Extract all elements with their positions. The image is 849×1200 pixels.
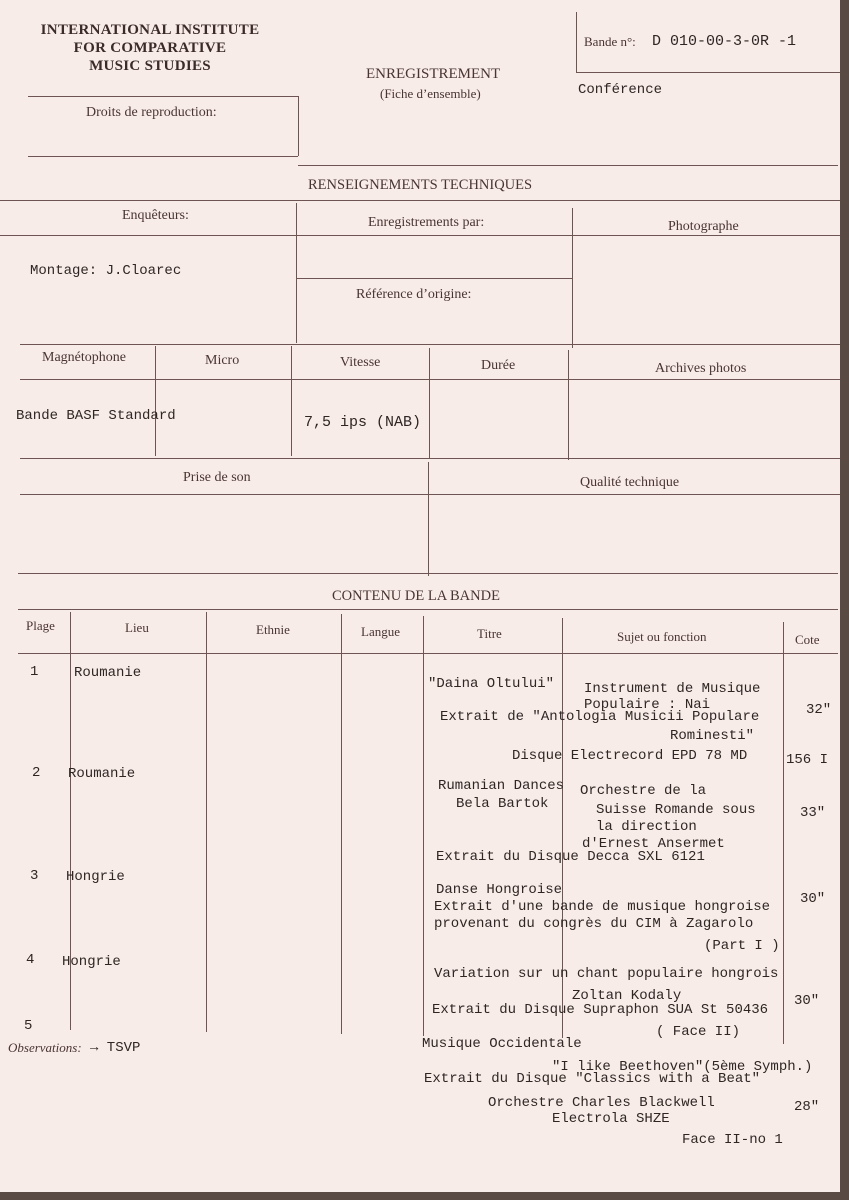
- entry-1-line: Populaire : Nai: [584, 697, 711, 713]
- bande-type-value: Bande BASF Standard: [16, 408, 176, 424]
- entry-1-line: Disque Electrecord EPD 78 MD: [512, 748, 748, 764]
- observations-value: → TSVP: [90, 1040, 141, 1056]
- entry-3-line: provenant du congrès du CIM à Zagarolo: [434, 916, 754, 932]
- entry-4-line: ( Face II): [656, 1024, 741, 1040]
- contents-heading: CONTENU DE LA BANDE: [332, 588, 500, 604]
- entry-4-line: Extrait du Disque Supraphon SUA St 50436: [432, 1002, 769, 1018]
- col-langue: Langue: [361, 624, 400, 639]
- institute-line-3: MUSIC STUDIES: [89, 58, 211, 74]
- entry-2-line: la direction: [596, 819, 697, 835]
- entry-2-line: Rumanian Dances: [438, 778, 565, 794]
- entry-5-plage: 5: [24, 1018, 33, 1034]
- institute-line-2: FOR COMPARATIVE: [73, 40, 227, 56]
- entry-1-line: Instrument de Musique: [584, 681, 761, 697]
- qualite-label: Qualité technique: [580, 475, 680, 490]
- bande-label: Bande n°:: [584, 34, 636, 49]
- entry-5-line: Face II-no 1: [682, 1132, 783, 1148]
- entry-2-line: Orchestre de la: [580, 783, 707, 799]
- entry-3-line: (Part I ): [704, 938, 780, 954]
- entry-2-lieu: Roumanie: [68, 766, 136, 782]
- col-plage: Plage: [26, 618, 55, 633]
- montage-value: Montage: J.Cloarec: [30, 263, 182, 279]
- entry-4-line: Variation sur un chant populaire hongrois: [434, 966, 779, 982]
- form-title: ENREGISTREMENT: [366, 66, 501, 82]
- entry-4-line: Zoltan Kodaly: [572, 988, 682, 1004]
- entry-3-lieu: Hongrie: [66, 869, 125, 885]
- entry-2-line: Extrait du Disque Decca SXL 6121: [436, 849, 705, 865]
- entry-2-line: Bela Bartok: [456, 796, 549, 812]
- vitesse-label: Vitesse: [340, 355, 381, 370]
- archives-label: Archives photos: [655, 361, 747, 376]
- photographe-label: Photographe: [668, 219, 739, 234]
- entry-3-line: Extrait d'une bande de musique hongroise: [434, 899, 771, 915]
- entry-1-line: "Daina Oltului": [428, 676, 555, 692]
- entry-3-line: Danse Hongroise: [436, 882, 563, 898]
- entry-5-line: Electrola SHZE: [552, 1111, 670, 1127]
- entry-1-cote: 156 I: [786, 752, 829, 768]
- entry-2-plage: 2: [32, 765, 41, 781]
- entry-2-line: d'Ernest Ansermet: [582, 836, 725, 852]
- enregistrements-label: Enregistrements par:: [368, 215, 485, 230]
- institute-line-1: INTERNATIONAL INSTITUTE: [40, 22, 260, 38]
- technical-heading: RENSEIGNEMENTS TECHNIQUES: [308, 177, 533, 193]
- entry-1-plage: 1: [30, 664, 39, 680]
- entry-1-cote: 32": [806, 702, 832, 718]
- col-ethnie: Ethnie: [256, 622, 290, 637]
- droits-label: Droits de reproduction:: [86, 105, 217, 120]
- entry-5-cote: 28": [794, 1099, 820, 1115]
- bande-number: D 010-00-3-0R -1: [652, 33, 797, 50]
- enqueteurs-label: Enquêteurs:: [122, 208, 189, 223]
- entry-3-plage: 3: [30, 868, 39, 884]
- entry-4-cote: 30": [794, 993, 820, 1009]
- entry-1-lieu: Roumanie: [74, 665, 142, 681]
- entry-1-line: Rominesti": [670, 728, 755, 744]
- entry-3-cote: 30": [800, 891, 826, 907]
- entry-5-line: Musique Occidentale: [422, 1036, 582, 1052]
- col-lieu: Lieu: [125, 620, 149, 635]
- reference-label: Référence d’origine:: [356, 287, 472, 302]
- micro-label: Micro: [205, 353, 240, 368]
- vitesse-value: 7,5 ips (NAB): [304, 414, 422, 431]
- col-cote: Cote: [795, 632, 820, 647]
- category-value: Conférence: [578, 82, 663, 98]
- duree-label: Durée: [481, 358, 516, 373]
- prise-label: Prise de son: [183, 470, 251, 485]
- form-subtitle: (Fiche d’ensemble): [380, 86, 481, 101]
- magnetophone-label: Magnétophone: [42, 350, 126, 365]
- entry-5-line: "I like Beethoven"(5ème Symph.): [552, 1059, 813, 1075]
- entry-2-cote: 33": [800, 805, 826, 821]
- entry-2-line: Suisse Romande sous: [596, 802, 756, 818]
- col-sujet: Sujet ou fonction: [617, 629, 707, 644]
- entry-5-line: Extrait du Disque "Classics with a Beat": [424, 1071, 761, 1087]
- entry-4-lieu: Hongrie: [62, 954, 121, 970]
- entry-4-plage: 4: [26, 952, 35, 968]
- entry-5-line: Orchestre Charles Blackwell: [488, 1095, 715, 1111]
- col-titre: Titre: [477, 626, 502, 641]
- observations-label: Observations:: [8, 1040, 82, 1055]
- entry-1-line: Extrait de "Antologia Musicii Populare: [440, 709, 760, 725]
